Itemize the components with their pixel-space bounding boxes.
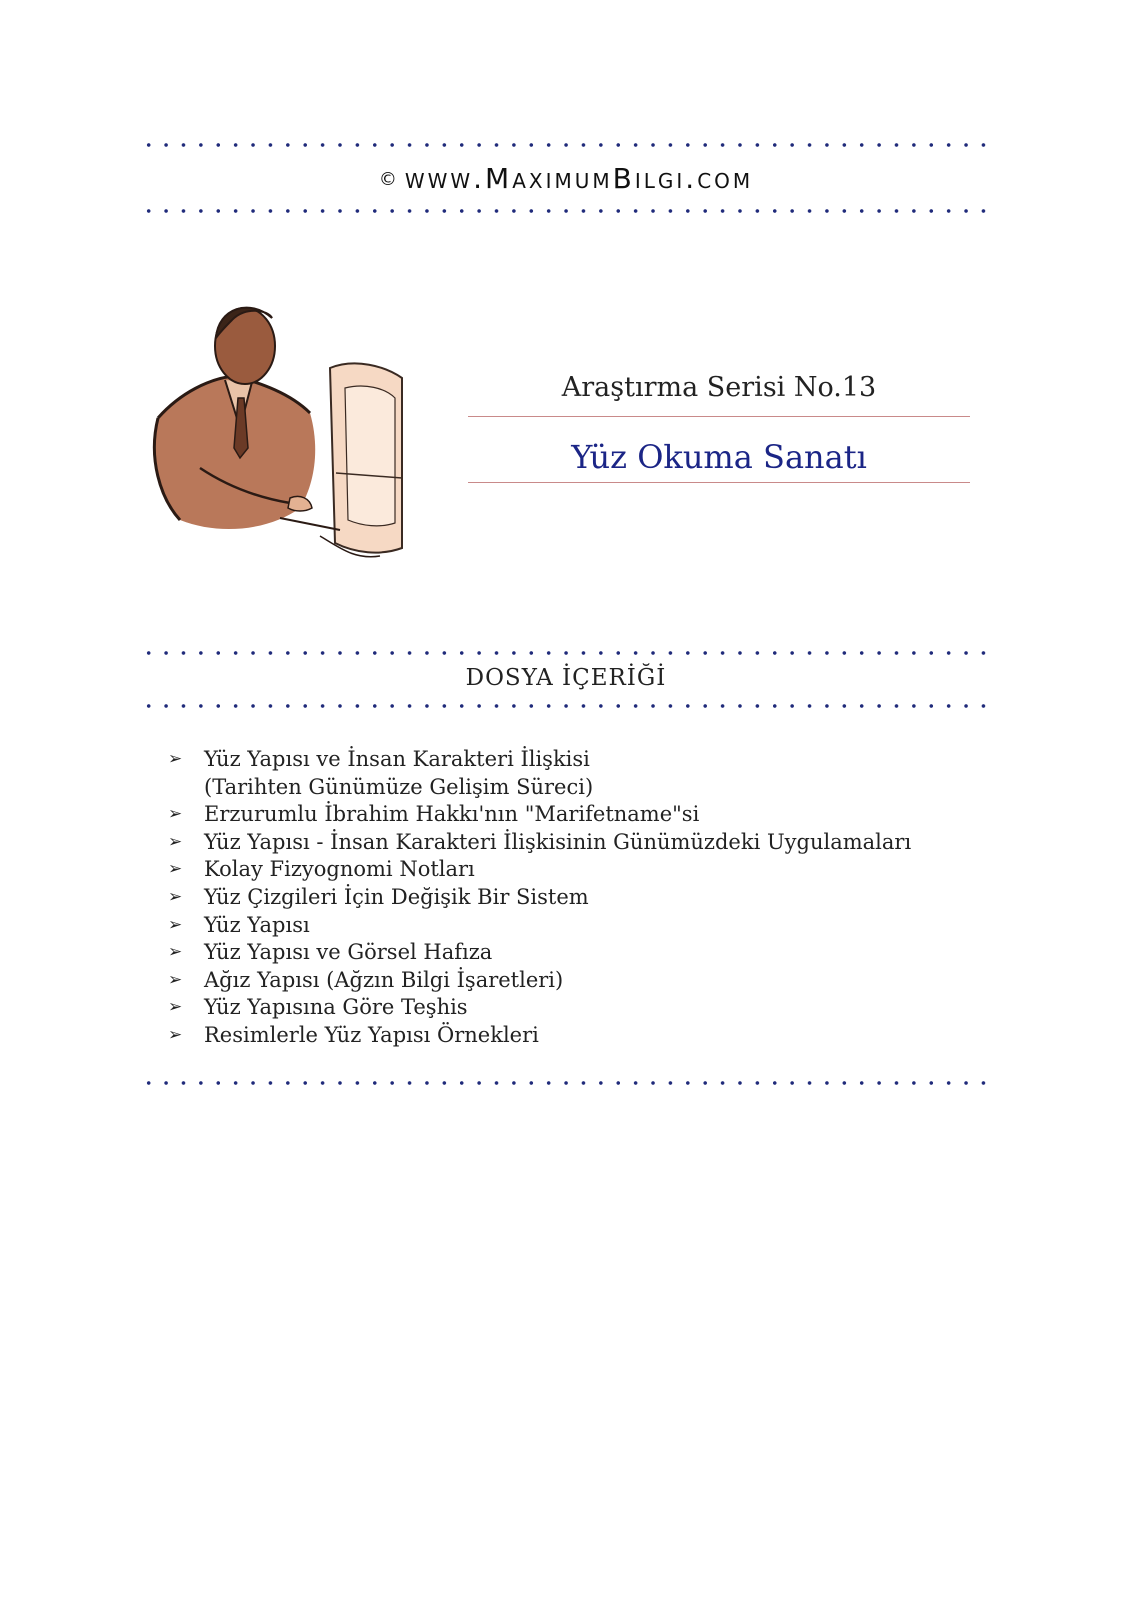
list-item	[168, 994, 911, 1022]
list-item-label: Kolay Fizyognomi Notları	[204, 857, 475, 882]
arrow-bullet-icon: ➢	[168, 831, 183, 852]
arrow-bullet-icon: ➢	[168, 859, 183, 880]
list-item-label: Yüz Çizgileri İçin Değişik Bir Sistem	[204, 884, 589, 909]
arrow-bullet-icon: ➢	[168, 914, 183, 935]
site-banner	[140, 162, 992, 195]
dotted-divider-under-banner	[140, 209, 992, 213]
contents-list	[168, 746, 911, 1050]
site-url[interactable]: www.MaximumBilgi.com	[404, 162, 754, 195]
arrow-bullet-icon: ➢	[168, 997, 183, 1018]
series-label: Araştırma Serisi No.13	[561, 372, 877, 403]
list-item-label: Yüz Yapısı ve Görsel Hafıza	[204, 940, 493, 965]
arrow-bullet-icon: ➢	[168, 1024, 183, 1045]
list-item	[168, 884, 911, 912]
list-item-label: Yüz Yapısı - İnsan Karakteri İlişkisinin Günümüzdeki Uygulamaları	[204, 829, 912, 854]
list-item	[168, 746, 911, 801]
dotted-divider-top	[140, 143, 992, 147]
list-item	[168, 856, 911, 884]
list-item-label: Ağız Yapısı (Ağzın Bilgi İşaretleri)	[204, 967, 564, 992]
list-item-label: Yüz Yapısı ve İnsan Karakteri İlişkisi (Tarihten Günümüze Gelişim Süreci)	[204, 747, 594, 799]
arrow-bullet-icon: ➢	[168, 969, 183, 990]
arrow-bullet-icon: ➢	[168, 749, 183, 769]
document-title: Yüz Okuma Sanatı	[571, 438, 867, 476]
list-item-label: Erzurumlu İbrahim Hakkı'nın "Marifetname"si	[204, 802, 700, 827]
list-item	[168, 967, 911, 995]
contents-heading: DOSYA İÇERİĞİ	[465, 665, 667, 691]
list-item-label: Yüz Yapısına Göre Teşhis	[204, 995, 468, 1020]
dotted-divider-contents-bottom	[140, 704, 992, 708]
copyright-symbol: ©	[378, 169, 397, 190]
list-item	[168, 1022, 911, 1050]
arrow-bullet-icon: ➢	[168, 886, 183, 907]
arrow-bullet-icon: ➢	[168, 942, 183, 963]
list-item	[168, 939, 911, 967]
title-rule-top	[468, 416, 970, 417]
list-item-label: Yüz Yapısı	[204, 912, 310, 937]
dotted-divider-contents-top	[140, 651, 992, 655]
list-item	[168, 801, 911, 829]
dotted-divider-bottom	[140, 1081, 992, 1085]
list-item	[168, 912, 911, 940]
man-at-computer-icon	[140, 298, 420, 568]
list-item	[168, 829, 911, 857]
list-item-label: Resimlerle Yüz Yapısı Örnekleri	[204, 1022, 539, 1047]
arrow-bullet-icon: ➢	[168, 804, 183, 825]
title-rule-bottom	[468, 482, 970, 483]
